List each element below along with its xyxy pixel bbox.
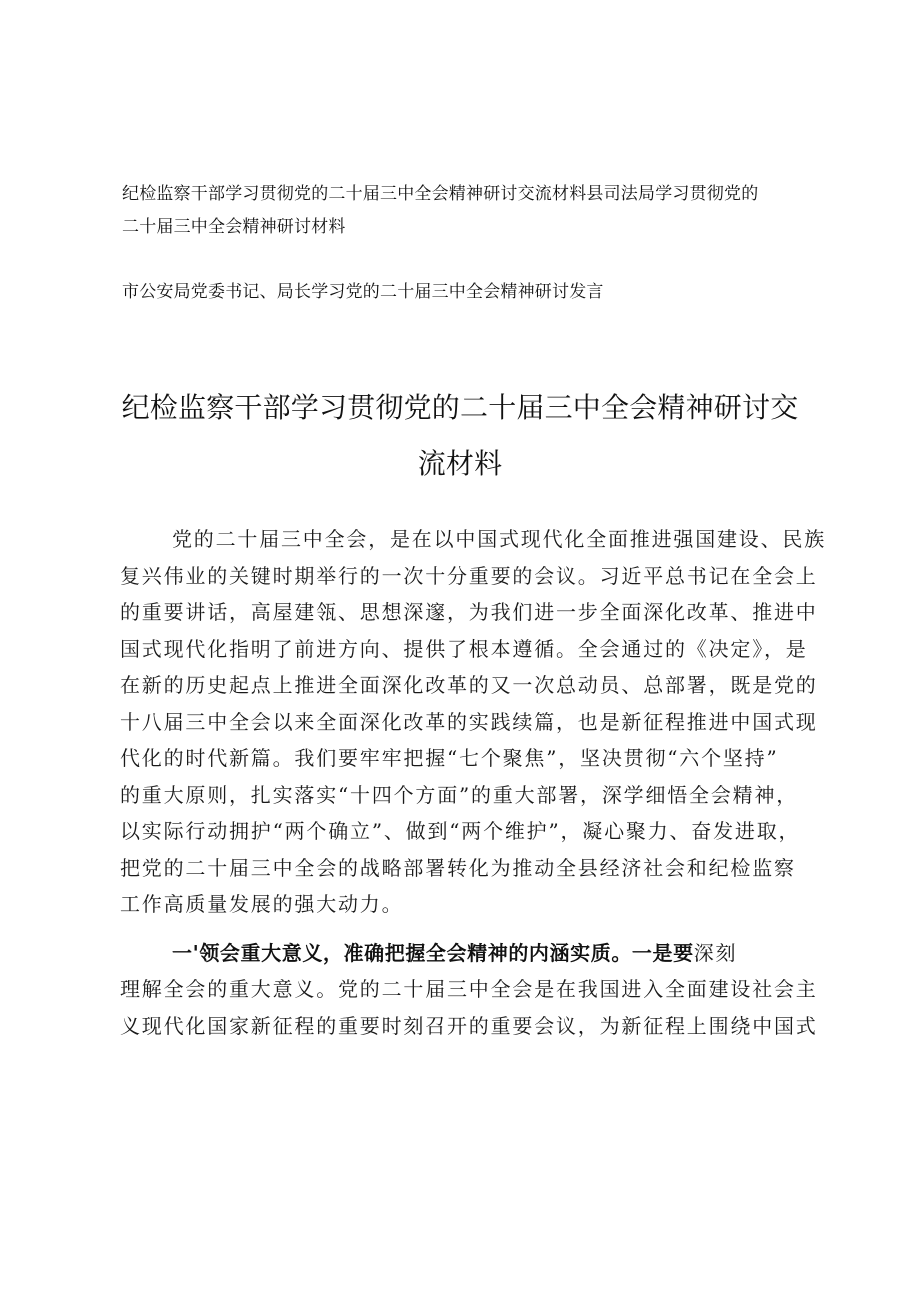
paragraph-line: 义现代化国家新征程的重要时刻召开的重要会议，为新征程上围绕中国式 [120, 1013, 818, 1038]
toc-entry-2: 市公安局党委书记、局长学习党的二十届三中全会精神研讨发言 [122, 282, 604, 302]
toc-spacer [122, 244, 812, 276]
paragraph-spacer [120, 923, 810, 935]
document-title [120, 380, 800, 492]
section-1-heading-line [120, 935, 810, 972]
paragraph-line: 以实际行动拥护“两个确立”、做到“两个维护”，凝心聚力、奋发进取， [120, 819, 801, 843]
paragraph-line: 复兴伟业的关键时期举行的一次十分重要的会议。习近平总书记在全会上 [120, 563, 818, 588]
paragraph-line: 国式现代化指明了前进方向、提供了根本遵循。全会通过的《决定》，是 [120, 636, 808, 661]
paragraph-line: 在新的历史起点上推进全面深化改革的又一次总动员、总部署，既是党的 [120, 673, 818, 697]
paragraph-line: 党的二十届三中全会，是在以中国式现代化全面推进强国建设、民族 [172, 527, 826, 551]
paragraph-line: 工作高质量发展的强大动力。 [120, 892, 404, 916]
paragraph-line: 的重要讲话，高屋建瓴、思想深邃，为我们进一步全面深化改革、推进中 [120, 600, 818, 624]
paragraph-line: 理解全会的重大意义。党的二十届三中全会是在我国进入全面建设社会主 [120, 977, 818, 1001]
document-body [120, 521, 826, 1044]
section-1-heading-tail: 深刻 [693, 940, 738, 965]
toc-entry-1-line-2: 二十届三中全会精神研讨材料 [122, 217, 346, 237]
paragraph-line: 代化的时代新篇。我们要牢牢把握“七个聚焦”，坚决贯彻“六个坚持” [120, 746, 779, 770]
title-line-2: 流材料 [417, 447, 503, 480]
section-1-heading: 一'领会重大意义，准确把握全会精神的内涵实质。一是要 [172, 940, 694, 965]
paragraph-line: 的重大原则，扎实落实“十四个方面”的重大部署，深学细悟全会精神， [120, 782, 799, 807]
paragraph-line: 十八届三中全会以来全面深化改革的实践续篇，也是新征程推进中国式现 [120, 709, 818, 734]
title-line-1: 纪检监察干部学习贯彻党的二十届三中全会精神研讨交 [121, 391, 799, 424]
paragraph-intro [120, 521, 826, 923]
section-1 [120, 935, 818, 1045]
paragraph-line: 把党的二十届三中全会的战略部署转化为推动全县经济社会和纪检监察 [120, 855, 796, 880]
table-of-contents [122, 178, 812, 309]
toc-entry-1-line-1: 纪检监察干部学习贯彻党的二十届三中全会精神研讨交流材料县司法局学习贯彻党的 [122, 184, 759, 204]
